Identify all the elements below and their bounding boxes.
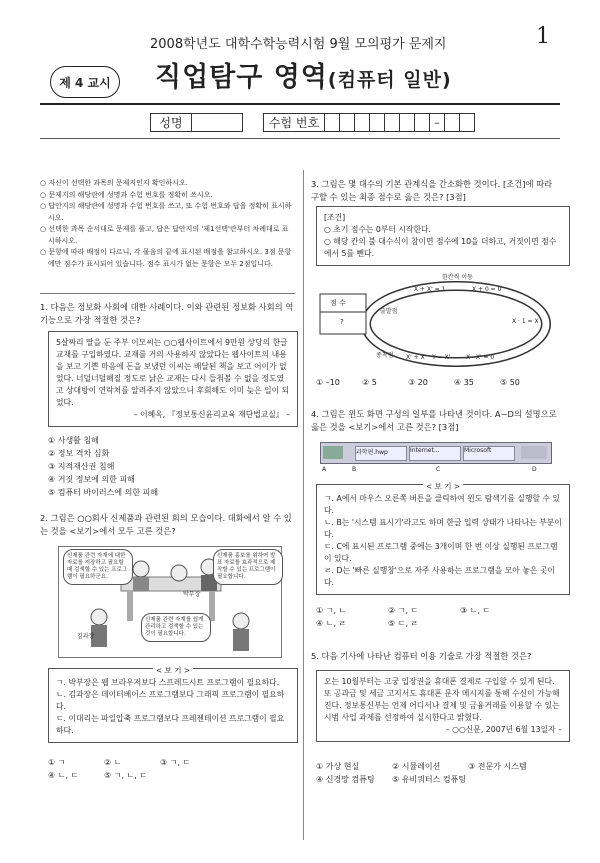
expr: X' + X' · Y = X' [406, 354, 451, 361]
bogi-item: ㄴ. 김과장은 데이터베이스 프로그램보다 그래픽 프로그램이 필요하다. [56, 690, 285, 711]
q2-choices [48, 756, 216, 782]
choice[interactable]: ③ ㄱ, ㄷ [160, 758, 191, 767]
choice[interactable]: ① –10 [316, 378, 340, 387]
notes-rule [40, 293, 295, 294]
note: ○ 자신이 선택한 과목의 문제지인지 확인하시오. [40, 179, 188, 187]
score-q: ? [340, 318, 344, 326]
choice[interactable]: ① ㄱ [48, 758, 66, 767]
id-cell[interactable] [415, 113, 430, 132]
q3-conditions [316, 206, 570, 266]
choice[interactable]: ③ 20 [408, 378, 428, 387]
expr: X + X' = 1 [414, 286, 446, 293]
q2-illustration [58, 546, 282, 658]
bogi-item: ㄹ. D는 '빠른 실행창'으로 자주 사용하는 프로그램을 모아 놓은 곳이다. [324, 566, 555, 587]
column-divider [303, 170, 304, 840]
label-d: D [532, 466, 537, 473]
id-cell[interactable] [370, 113, 385, 132]
label-b: B [352, 466, 357, 473]
bogi-item: ㄱ. 박부장은 웹 브라우저보다 스프레드시트 프로그램이 필요하다. [56, 678, 280, 687]
choice[interactable]: ③ ㄴ, ㄷ [460, 606, 491, 615]
choice[interactable]: ③ 지적재산권 침해 [48, 462, 115, 471]
choice[interactable]: ④ ㄴ, ㄷ [48, 771, 79, 780]
bogi-title: < 보 기 > [153, 665, 193, 677]
choice[interactable]: ⑤ ㄱ, ㄴ, ㄷ [104, 771, 148, 780]
cond-title: [조건] [324, 213, 346, 222]
choice[interactable]: ④ 신경망 컴퓨팅 [316, 775, 375, 784]
task-button[interactable]: 과학편.hwp [355, 446, 407, 461]
name-label: 성명 [150, 113, 192, 132]
id-cell[interactable] [355, 113, 370, 132]
bubble-left: 신제품 관련 자재에 대한 자료를 저장하고 필요할 때 검색할 수 있는 프로그램이 필요하군요. [63, 549, 133, 585]
id-cell[interactable] [340, 113, 355, 132]
name-park: 박부장 [183, 591, 201, 598]
q1-stem: 1. 다음은 정보화 사회에 대한 사례이다. 이와 관련된 정보화 사회의 역기능으로 가장 적절한 것은? [40, 302, 294, 325]
note: ○ 선택한 과목 순서대로 문제를 풀고, 답은 답안지의 '제1선택'란부터 차례대로 표시하시오. [40, 225, 289, 245]
tray[interactable] [521, 446, 547, 459]
expr: X · 1 = X [512, 318, 539, 325]
score-label: 점 수 [330, 299, 346, 307]
cond: ○ 초기 점수는 0부터 시작한다. [324, 225, 432, 234]
q2-bogi [48, 668, 298, 743]
label-a: A [322, 466, 327, 473]
taskbar [320, 442, 552, 464]
expr: X · X' = 0 [466, 354, 495, 361]
choice[interactable]: ⑤ 유비쿼터스 컴퓨팅 [392, 775, 467, 784]
bogi-title: < 보 기 > [423, 481, 463, 493]
q3-stem: 3. 그림은 몇 대수의 기본 관계식을 간소화한 것이다. [조건]에 따라 구할 수 있는 최종 점수로 옳은 것은? [3점] [311, 179, 553, 202]
task-button[interactable]: Internet... [409, 446, 461, 461]
q1-passage-text: 5살짜리 딸을 둔 주부 이모씨는 ○○웹사이트에서 9만원 상당의 한글 교재를 구입하였다. 교재를 거의 사용하지 않았다는 웹사이트의 내용을 보고 기쁜 마음에 돈을 보냈던 이씨는 배달된 책을 보고 어이가 없었다. 너덜너덜해질 정도로 낡은 교재는 다시 들춰볼 수 없을 정도였고 상대방이 연락처를 알려주지 않았으니 후회해도 이미 늦은 일이 되었다. [56, 338, 290, 407]
id-cell[interactable] [385, 113, 400, 132]
start-area[interactable] [323, 446, 343, 459]
header-rule [40, 103, 560, 105]
q5-passage-text: 오는 10월부터는 고궁 입장권을 휴대폰 결제로 구입할 수 있게 된다. 또 공과금 및 세금 고지서도 휴대폰 문자 메시지를 통해 수신이 가능해진다. 정보통신부는 언제 어디서나 결제 및 금융거래를 이용할 수 있는 시범 사업 과제를 선정하여 실시한다고 밝혔다. [324, 677, 560, 722]
choice[interactable]: ⑤ ㄷ, ㄹ [388, 619, 419, 628]
end-label: 종착점 [376, 352, 394, 359]
q3-diagram [316, 272, 556, 372]
choice[interactable]: ② 정보 격차 심화 [48, 449, 110, 458]
start-label: 출발점 [380, 308, 398, 315]
q5-passage [316, 670, 570, 742]
q4-choices [316, 604, 532, 630]
period-badge: 제 4 교시 [50, 66, 120, 98]
q1-choices [48, 434, 158, 499]
id-label: 수험 번호 [263, 113, 325, 132]
id-cell[interactable] [445, 113, 460, 132]
choice[interactable]: ① ㄱ, ㄴ [316, 606, 347, 615]
bogi-item: ㄷ. 이대리는 파일압축 프로그램보다 프레젠테이션 프로그램이 필요하다. [56, 714, 285, 735]
choice[interactable]: ④ 거짓 정보에 의한 피해 [48, 475, 135, 484]
label-c: C [436, 466, 441, 473]
bubble-right: 신제품 홍보를 위하여 발표 자료를 효과적으로 제작할 수 있는 프로그램이 필요합니다. [213, 549, 283, 585]
bogi-item: ㄴ. B는 '시스템 표시기'라고도 하며 한글 입력 상태가 나타나는 부분이다. [324, 518, 562, 539]
subject-sub: (컴퓨터 일반) [327, 69, 452, 91]
choice[interactable]: ② 5 [362, 378, 377, 387]
q4-bogi [316, 484, 570, 595]
q1-passage [48, 331, 298, 427]
id-row [150, 113, 475, 132]
bogi-item: ㄷ. C에 표시된 프로그램 중에는 3개이며 한 번 이상 실행된 프로그램이 있다. [324, 542, 558, 563]
q5-source: – ○○신문, 2007년 6월 13일자 – [445, 725, 562, 734]
cond: ○ 해당 칸의 불 대수식이 참이면 점수에 10을 더하고, 거짓이면 점수에서 5를 뺀다. [324, 237, 557, 258]
q1-source: – 이혜옥, 『정보통신윤리교육 재단법교실』 – [133, 410, 290, 419]
q5-choices [316, 760, 548, 786]
task-button[interactable]: Microsoft [463, 446, 515, 461]
bubble-bottom: 신제품 관련 자재를 쉽게 관리하고 검색할 수 있는 것이 필요합니다. [141, 613, 211, 642]
page-number: 1 [536, 24, 550, 49]
choice[interactable]: ② 시뮬레이션 [392, 762, 441, 771]
exam-title: 2008학년도 대학수학능력시험 9월 모의평가 문제지 [150, 37, 447, 52]
bogi-item: ㄱ. A에서 마우스 오른쪽 버튼을 클릭하여 윈도 탐색기를 실행할 수 있다. [324, 494, 560, 515]
expr: X + 0 = 0 [472, 286, 502, 293]
id-rule [40, 138, 560, 139]
choice[interactable]: ② ㄴ [104, 758, 122, 767]
move-label: 한칸씩 이동 [442, 274, 473, 281]
choice[interactable]: ③ 전문가 시스템 [468, 762, 527, 771]
choice[interactable]: ⑤ 컴퓨터 바이러스에 의한 피해 [48, 488, 159, 497]
name-kim: 김과장 [77, 633, 95, 640]
subject-main: 직업탐구 영역 [155, 62, 328, 93]
choice[interactable]: ② ㄱ, ㄷ [388, 606, 419, 615]
choice[interactable]: ④ ㄴ, ㄹ [316, 619, 347, 628]
name-field[interactable] [192, 113, 243, 132]
choice[interactable]: ① 사생활 침해 [48, 436, 99, 445]
q2-stem: 2. 그림은 ○○회사 신제품과 관련된 회의 모습이다. 대화에서 알 수 있는 것을 <보기>에서 모두 고른 것은? [40, 513, 292, 536]
choice[interactable]: ⑤ 50 [500, 378, 520, 387]
choice[interactable]: ① 가상 현실 [316, 762, 360, 771]
note: ○ 문제지의 해당란에 성명과 수험 번호를 정확히 쓰시오. [40, 190, 213, 199]
q4-stem: 4. 그림은 윈도 화면 구성의 일부를 나타낸 것이다. A~D의 설명으로 옳은 것을 <보기>에서 고른 것은? [3점] [311, 409, 557, 432]
id-cell[interactable] [460, 113, 475, 132]
id-cell[interactable] [325, 113, 340, 132]
subject-title [155, 55, 452, 94]
note: ○ 문항에 따라 배점이 다르니, 각 물음의 끝에 표시된 배점을 참고하시오. 3점 문항에만 점수가 표시되어 있습니다. 점수 표시가 없는 문항은 모두 2점입니다. [40, 248, 292, 268]
id-dash: – [430, 113, 445, 132]
notes [40, 178, 295, 270]
choice[interactable]: ④ 35 [454, 378, 474, 387]
q5-stem: 5. 다음 기사에 나타난 컴퓨터 이용 기술로 가장 적절한 것은? [311, 651, 532, 661]
q3-choices [316, 376, 546, 389]
note: ○ 답안지의 해당란에 성명과 수험 번호를 쓰고, 또 수험 번호와 답을 정확히 표시하시오. [40, 202, 292, 222]
id-cell[interactable] [400, 113, 415, 132]
